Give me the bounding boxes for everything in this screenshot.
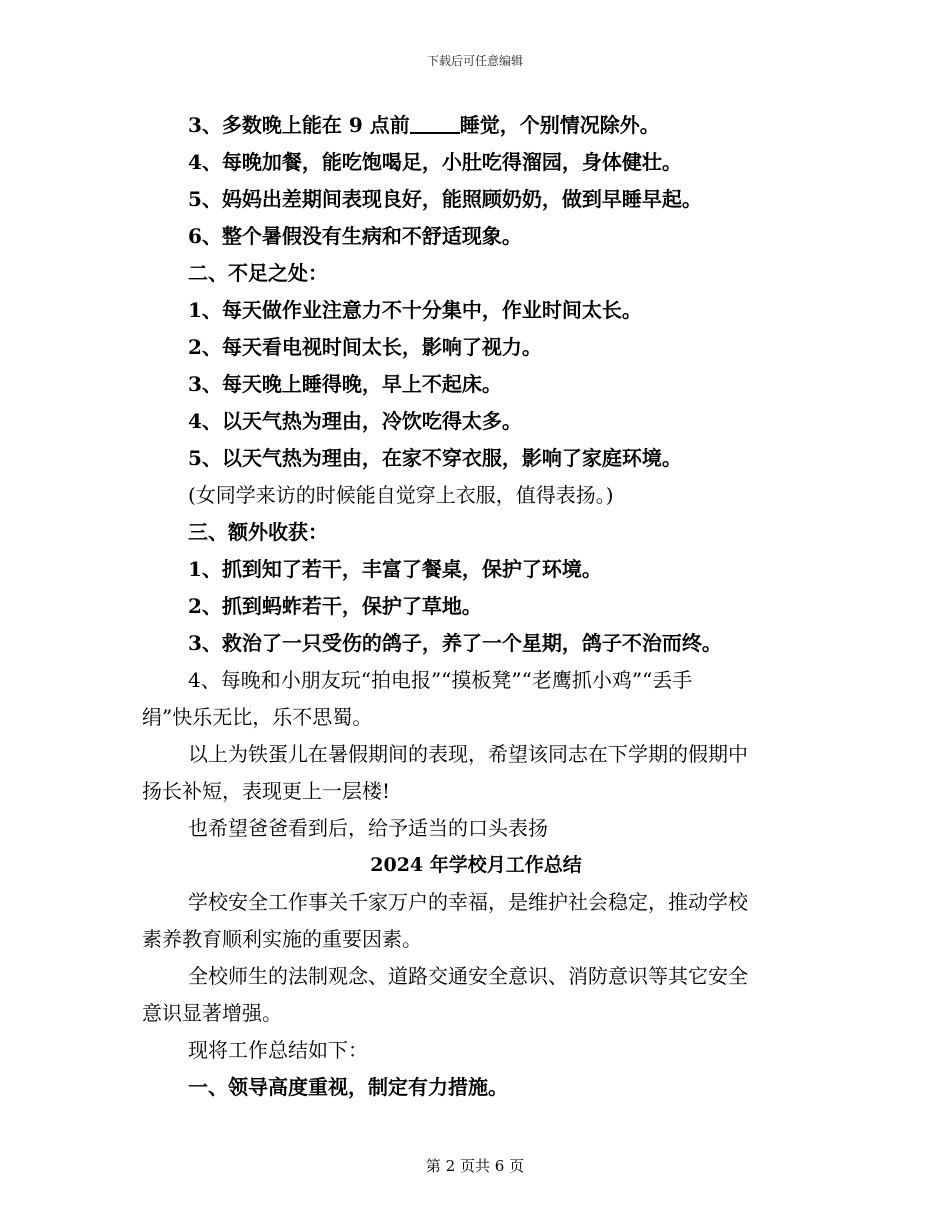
extra-gains-heading: 三、额外收获： — [188, 520, 328, 544]
conclusion-line-3: 也希望爸爸看到后，给予适当的口头表扬 — [188, 816, 548, 840]
shortcoming-item-3: 3、每天晚上睡得晚，早上不起床。 — [188, 372, 502, 396]
shortcoming-item-1: 1、每天做作业注意力不十分集中，作业时间太长。 — [188, 298, 642, 322]
extra-gain-item-4-line-1: 4、每晚和小朋友玩“拍电报”“摸板凳”“老鹰抓小鸡”“丢手 — [188, 668, 693, 692]
shortcoming-item-4: 4、以天气热为理由，冷饮吃得太多。 — [188, 409, 522, 433]
conclusion-line-2: 扬长补短，表现更上一层楼! — [142, 779, 391, 803]
extra-gain-item-3: 3、救治了一只受伤的鸽子，养了一个星期，鸽子不治而终。 — [188, 631, 722, 655]
achievement-item-3-end: 睡觉，个别情况除外。 — [459, 113, 660, 137]
shortcoming-item-2: 2、每天看电视时间太长，影响了视力。 — [188, 335, 542, 359]
article-paragraph-2-line-2: 意识显著增强。 — [142, 1001, 282, 1025]
article-paragraph-3: 现将工作总结如下： — [188, 1038, 368, 1062]
article-section-heading-1: 一、领导高度重视，制定有力措施。 — [188, 1075, 508, 1099]
page-footer: 第 2 页共 6 页 — [425, 1157, 525, 1175]
document-body — [142, 107, 810, 1106]
article-paragraph-1-line-2: 素养教育顺利实施的重要因素。 — [142, 927, 422, 951]
shortcoming-note: (女同学来访的时候能自觉穿上衣服，值得表扬。) — [188, 483, 614, 507]
conclusion-line-1: 以上为铁蛋儿在暑假期间的表现，希望该同志在下学期的假期中 — [188, 742, 748, 766]
page-header: 下载后可任意编辑 — [426, 54, 523, 68]
achievement-item-3 — [142, 107, 810, 144]
shortcoming-item-5: 5、以天气热为理由，在家不穿衣服，影响了家庭环境。 — [188, 446, 682, 470]
fill-in-blank — [410, 112, 460, 134]
extra-gain-item-2: 2、抓到蚂蚱若干，保护了草地。 — [188, 594, 482, 618]
achievement-item-4: 4、每晚加餐，能吃饱喝足，小肚吃得溜园，身体健壮。 — [188, 150, 682, 174]
shortcomings-heading: 二、不足之处： — [188, 261, 328, 285]
extra-gain-item-4-line-2: 绢”快乐无比，乐不思蜀。 — [142, 705, 373, 729]
article-paragraph-2-line-1: 全校师生的法制观念、道路交通安全意识、消防意识等其它安全 — [188, 964, 748, 988]
achievement-item-6: 6、整个暑假没有生病和不舒适现象。 — [188, 224, 522, 248]
achievement-item-3-start: 3、多数晚上能在 9 点前 — [188, 113, 410, 137]
article-paragraph-1-line-1: 学校安全工作事关千家万户的幸福，是维护社会稳定，推动学校 — [188, 890, 748, 914]
achievement-item-5: 5、妈妈出差期间表现良好，能照顾奶奶，做到早睡早起。 — [188, 187, 702, 211]
article-title: 2024 年学校月工作总结 — [370, 854, 582, 876]
extra-gain-item-1: 1、抓到知了若干，丰富了餐桌，保护了环境。 — [188, 557, 602, 581]
